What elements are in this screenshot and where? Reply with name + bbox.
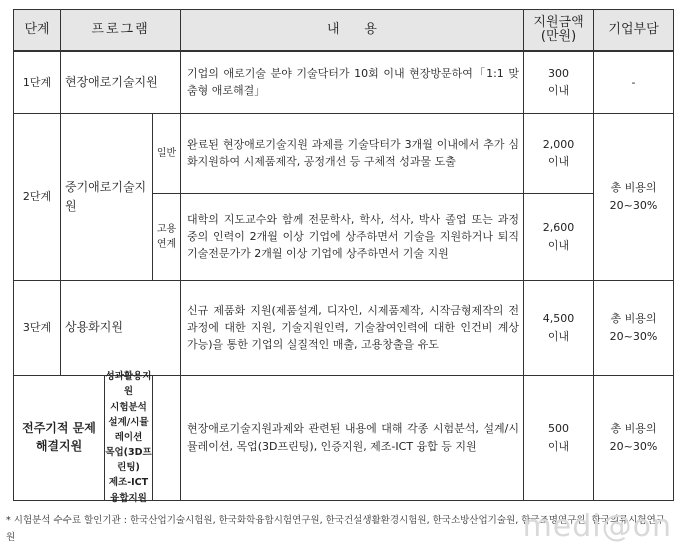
list-item: 목업(3D프린팅) (105, 447, 152, 474)
stage-cell: 2단계 (14, 113, 61, 280)
content-cell: 기업의 애로기술 분야 기술닥터가 10회 이내 현장방문하여「1:1 맞춤형 애로해결」 (181, 51, 524, 113)
amount-cell: 2,600 이내 (524, 193, 594, 280)
watermark-logo: medi@on (522, 509, 672, 544)
program-name: 전주기적 문제해결지원 (22, 421, 96, 453)
stage-cell: 1단계 (14, 51, 61, 113)
header-share: 기업부담 (594, 10, 674, 52)
content-cell: 대학의 지도교수와 함께 전문학사, 학사, 석사, 박사 졸업 또는 과정 중의 인력이 2개월 이상 기업에 상주하면서 기술을 지원하거나 퇴직기술전문가가 2개월 이상 기업에 상주하면서 기술 지원 (181, 193, 524, 280)
list-item: 설계/시뮬레이션 (108, 416, 149, 443)
footnote: * 시험분석 수수료 할인기관 : 한국산업기술시험원, 한국화학융합시험연구원, 한국건설생활환경시험원, 한국소방산업기술원, 한국조명연구원, 한국의류시험연구원 (6, 515, 665, 543)
amount-cell: 4,500 이내 (524, 280, 594, 375)
list-item: 성과활용지원 (105, 371, 152, 398)
program-cell: 중기애로기술지원 (61, 113, 153, 280)
header-program: 프로그램 (61, 10, 181, 52)
table-header-row (14, 10, 674, 52)
amount-cell: 2,000 이내 (524, 113, 594, 193)
list-item: 시험분석 (110, 401, 147, 413)
header-content: 내 용 (181, 10, 524, 52)
share-cell: 총 비용의 20~30% (594, 280, 674, 375)
table-row (14, 375, 674, 500)
content-cell: 현장애로기술지원과제와 관련된 내용에 대해 각종 시험분석, 설계/시뮬레이션, 목업(3D프린팅), 인증지원, 제조-ICT 융합 등 지원 (181, 375, 524, 500)
table-row (14, 113, 674, 193)
list-item: 제조-ICT 융합지원 (108, 477, 149, 504)
program-cell (14, 371, 153, 504)
table-row (14, 280, 674, 375)
header-amount: 지원금액 (만원) (524, 10, 594, 52)
program-cell: 상용화지원 (61, 280, 181, 375)
share-cell: 총 비용의 20~30% (594, 375, 674, 500)
support-program-table (13, 9, 674, 504)
content-cell: 신규 제품화 지원(제품설계, 디자인, 시제품제작, 시작금형제작의 전과정에 대한 지원, 기술지원인력, 기술참여인력에 대한 인건비 계상 가능)을 통한 기업의 실질적인 매출, 고용창출을 유도 (181, 280, 524, 375)
header-stage: 단계 (14, 10, 61, 52)
amount-cell: 500 이내 (524, 375, 594, 500)
amount-cell: 300 이내 (524, 51, 594, 113)
content-cell: 완료된 현장애로기술지원 과제를 기술닥터가 3개월 이내에서 추가 심화지원하여 시제품제작, 공정개선 등 구체적 성과물 도출 (181, 113, 524, 193)
subprogram-cell: 고용 연계 (153, 193, 181, 280)
program-cell: 현장애로기술지원 (61, 51, 181, 113)
share-cell: - (594, 51, 674, 113)
subprogram-cell: 일반 (153, 113, 181, 193)
table-row (14, 51, 674, 113)
subprogram-spacer (153, 375, 181, 500)
stage-cell: 3단계 (14, 280, 61, 375)
subprogram-list (104, 371, 152, 504)
share-cell: 총 비용의 20~30% (594, 113, 674, 280)
